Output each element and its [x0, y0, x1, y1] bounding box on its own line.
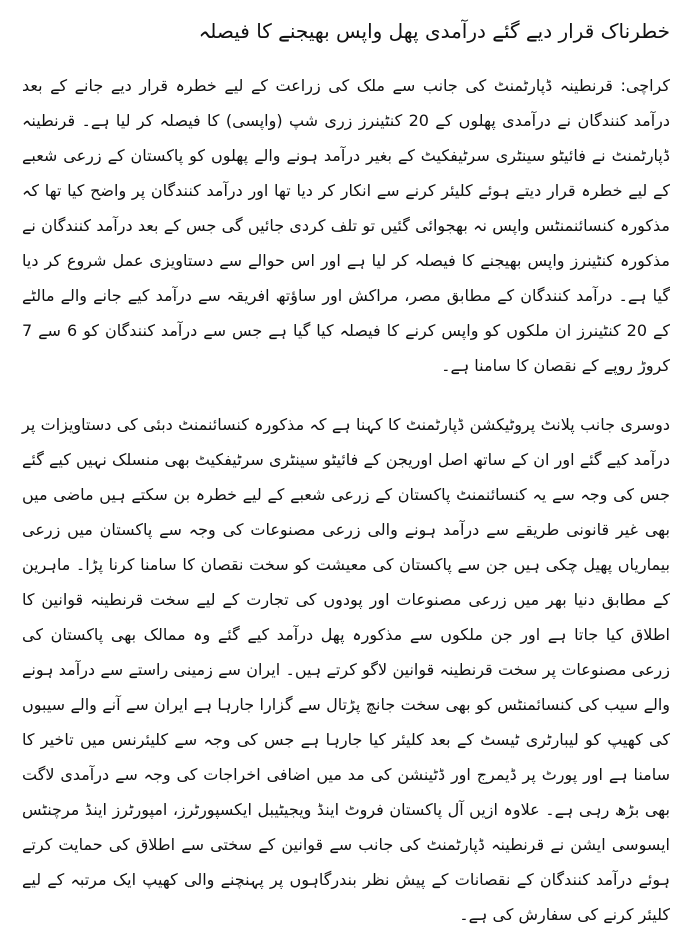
article-paragraph-2: دوسری جانب پلانٹ پروٹیکشن ڈپارٹمنٹ کا کہنا ہے کہ مذکورہ کنسائنمنٹ دبئی کی دستاویزات پر درآمد کیے گئے اور ان کے ساتھ اصل اوریجن کے فائیٹو سینٹری سرٹیفکیٹ بھی منسلک نہیں کیے گئے جس کی وجہ سے یہ کنسائنمنٹ پاکستان کے زرعی شعبے کے لیے خطرہ بن سکتے ہیں ماضی میں بھی غیر قانونی طریقے سے درآمد ہونے والی زرعی مصنوعات کی وجہ سے پاکستان میں زرعی بیماریاں پھیل چکی ہیں جن سے پاکستان کی معیشت کو سخت نقصان کا سامنا کرنا پڑا۔ ماہرین کے مطابق دنیا بھر میں زرعی مصنوعات اور پودوں کی تجارت کے لیے سخت قرنطینہ قوانین کا اطلاق کیا جاتا ہے اور جن ملکوں سے مذکورہ پھل درآمد کیے گئے وہ ممالک بھی پاکستان کی زرعی مصنوعات پر سخت قرنطینہ قوانین لاگو کرتے ہیں۔ ایران سے زمینی راستے سے درآمد ہونے والے سیب کی کنسائمنٹس کو بھی سخت جانچ پڑتال سے گزارا جارہا ہے ایران سے آنے والے سیبوں کی کھیپ کو لیبارٹری ٹیسٹ کے بعد کلیئر کیا جارہا ہے جس کی وجہ سے کلیئرنس میں تاخیر کا سامنا ہے اور پورٹ پر ڈیمرج اور ڈٹینشن کی مد میں اضافی اخراجات کی وجہ سے درآمدی لاگت بھی بڑھ رہی ہے۔ علاوہ ازیں آل پاکستان فروٹ اینڈ ویجیٹیبل ایکسپورٹرز، امپورٹرز اینڈ مرچنٹس ایسوسی ایشن نے قرنطینہ ڈپارٹمنٹ کی جانب سے قوانین کے سختی سے اطلاق کی حمایت کرتے ہوئے درآمد کنندگان کے نقصانات کے پیش نظر بندرگاہوں پر پہنچنے والی کھیپ ایک مرتبہ کے لیے کلیئر کرنے کی سفارش کی ہے۔	[22, 415, 670, 924]
article-paragraph-1: کراچی: قرنطینہ ڈپارٹمنٹ کی جانب سے ملک کی زراعت کے لیے خطرہ قرار دیے جانے کے بعد درآمد کنندگان نے درآمدی پھلوں کے 20 کنٹینرز زری شپ (واپسی) کا فیصلہ کر لیا ہے۔ قرنطینہ ڈپارٹمنٹ نے فائیٹو سینٹری سرٹیفکیٹ کے بغیر درآمد ہونے والے پھلوں کو پاکستان کے زرعی شعبے کے لیے خطرہ قرار دیتے ہوئے کلیئر کرنے سے انکار کر دیا تھا اور درآمد کنندگان پر واضح کیا تھا کہ مذکورہ کنسائنمنٹس واپس نہ بھجوائی گئیں تو تلف کردی جائیں گی جس کے بعد درآمد کنندگان نے مذکورہ کنٹینرز واپس بھیجنے کا فیصلہ کر لیا ہے اور اس حوالے سے دستاویزی عمل شروع کر دیا گیا ہے۔ درآمد کنندگان کے مطابق مصر، مراکش اور ساؤتھ افریقہ سے درآمد کیے جانے والے مالٹے کے 20 کنٹینرز ان ملکوں کو واپس کرنے کا فیصلہ کیا گیا ہے جس سے درآمد کنندگان کو 6 سے 7 کروڑ روپے کے نقصان کا سامنا ہے۔	[22, 76, 671, 375]
article-headline: خطرناک قرار دیے گئے درآمدی پھل واپس بھیجنے کا فیصلہ	[198, 19, 670, 43]
